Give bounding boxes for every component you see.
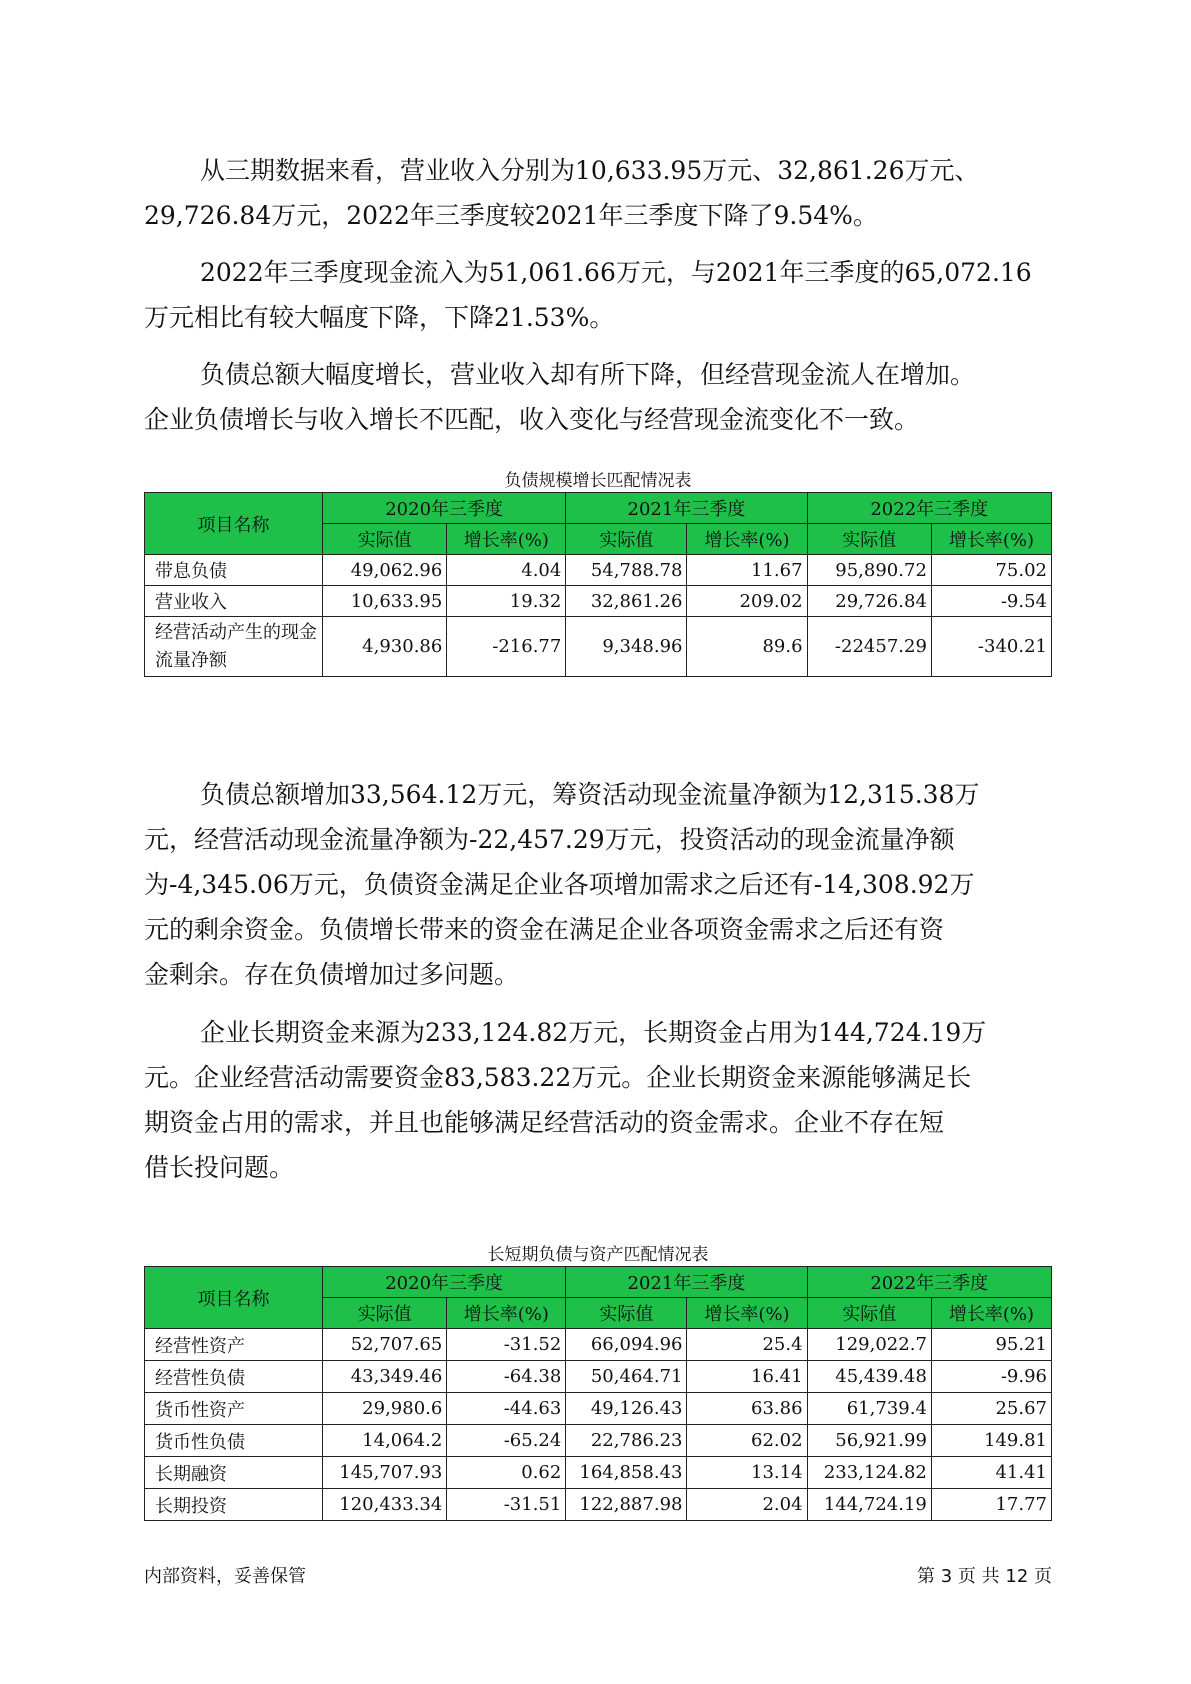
row-name: 经营性负债: [145, 1361, 323, 1393]
cell-value: 4.04: [447, 555, 566, 586]
paragraph-line: 元。企业经营活动需要资金83,583.22万元。企业长期资金来源能够满足长: [144, 1063, 972, 1092]
cell-value: 49,126.43: [566, 1393, 687, 1425]
cell-value: 89.6: [687, 617, 807, 677]
cell-value: -44.63: [447, 1393, 566, 1425]
footer-page-number: 第 3 页 共 12 页: [917, 1566, 1052, 1587]
cell-value: 122,887.98: [566, 1489, 687, 1521]
cell-value: 0.62: [447, 1457, 566, 1489]
cell-value: 209.02: [687, 586, 807, 617]
cell-value: 22,786.23: [566, 1425, 687, 1457]
cell-value: -340.21: [931, 617, 1051, 677]
cell-value: 29,980.6: [322, 1393, 446, 1425]
header-growth: 增长率(%): [687, 524, 807, 555]
footer-confidential-note: 内部资料，妥善保管: [144, 1566, 306, 1587]
table-row: [145, 1393, 1052, 1425]
header-growth: 增长率(%): [931, 1298, 1051, 1329]
paragraph-line: 2022年三季度现金流入为51,061.66万元，与2021年三季度的65,072.16: [200, 258, 1032, 287]
paragraph-line: 企业长期资金来源为233,124.82万元，长期资金占用为144,724.19万: [200, 1018, 987, 1047]
row-name: 带息负债: [145, 555, 323, 586]
cell-value: 45,439.48: [807, 1361, 931, 1393]
cell-value: 25.67: [931, 1393, 1051, 1425]
cell-value: 43,349.46: [322, 1361, 446, 1393]
row-name: 货币性负债: [145, 1425, 323, 1457]
debt-scale-table: [144, 492, 1052, 677]
row-name: 长期投资: [145, 1489, 323, 1521]
cell-value: 95.21: [931, 1329, 1051, 1361]
cell-value: 66,094.96: [566, 1329, 687, 1361]
cell-value: -31.52: [447, 1329, 566, 1361]
cell-value: 4,930.86: [322, 617, 446, 677]
header-item-name: 项目名称: [145, 1267, 323, 1329]
header-actual: 实际值: [807, 524, 931, 555]
cell-value: 13.14: [687, 1457, 807, 1489]
header-period: 2021年三季度: [566, 493, 807, 524]
header-actual: 实际值: [322, 1298, 446, 1329]
paragraph-long-term-funds: [144, 1010, 1052, 1190]
cell-value: 14,064.2: [322, 1425, 446, 1457]
table2-caption: 长短期负债与资产匹配情况表: [487, 1245, 709, 1265]
cell-value: 62.02: [687, 1425, 807, 1457]
table-row: [145, 555, 1052, 586]
header-growth: 增长率(%): [447, 524, 566, 555]
cell-value: -65.24: [447, 1425, 566, 1457]
header-actual: 实际值: [566, 524, 687, 555]
cell-value: 56,921.99: [807, 1425, 931, 1457]
cell-value: 120,433.34: [322, 1489, 446, 1521]
cell-value: 233,124.82: [807, 1457, 931, 1489]
header-period: 2021年三季度: [566, 1267, 807, 1298]
paragraph-line: 金剩余。存在负债增加过多问题。: [144, 960, 520, 989]
header-actual: 实际值: [807, 1298, 931, 1329]
header-actual: 实际值: [322, 524, 446, 555]
cell-value: 11.67: [687, 555, 807, 586]
cell-value: -64.38: [447, 1361, 566, 1393]
cell-value: 9,348.96: [566, 617, 687, 677]
header-period: 2020年三季度: [322, 493, 565, 524]
paragraph-line: 元，经营活动现金流量净额为-22,457.29万元，投资活动的现金流量净额: [144, 825, 955, 854]
paragraph-cash-inflow: [144, 250, 1052, 340]
cell-value: 16.41: [687, 1361, 807, 1393]
header-growth: 增长率(%): [687, 1298, 807, 1329]
cell-value: -9.96: [931, 1361, 1051, 1393]
paragraph-revenue: [144, 148, 1052, 238]
cell-value: 52,707.65: [322, 1329, 446, 1361]
cell-value: 61,739.4: [807, 1393, 931, 1425]
paragraph-line: 借长投问题。: [144, 1153, 295, 1182]
table-row: [145, 586, 1052, 617]
cell-value: 49,062.96: [322, 555, 446, 586]
table-row: [145, 1425, 1052, 1457]
table-row: [145, 1457, 1052, 1489]
header-period: 2020年三季度: [322, 1267, 565, 1298]
cell-value: 17.77: [931, 1489, 1051, 1521]
cell-value: -9.54: [931, 586, 1051, 617]
cell-value: -31.51: [447, 1489, 566, 1521]
cell-value: 95,890.72: [807, 555, 931, 586]
asset-liability-table: [144, 1266, 1052, 1521]
cell-value: 32,861.26: [566, 586, 687, 617]
header-actual: 实际值: [566, 1298, 687, 1329]
table-row: [145, 617, 1052, 677]
paragraph-line: 企业负债增长与收入增长不匹配，收入变化与经营现金流变化不一致。: [144, 405, 920, 434]
paragraph-debt-growth: [144, 352, 1052, 442]
table-row: [145, 1489, 1052, 1521]
header-period: 2022年三季度: [807, 1267, 1051, 1298]
cell-value: 10,633.95: [322, 586, 446, 617]
row-name: 营业收入: [145, 586, 323, 617]
cell-value: 19.32: [447, 586, 566, 617]
table1-caption: 负债规模增长匹配情况表: [504, 471, 692, 491]
paragraph-line: 万元相比有较大幅度下降，下降21.53%。: [144, 303, 615, 332]
header-item-name: 项目名称: [145, 493, 323, 555]
cell-value: 63.86: [687, 1393, 807, 1425]
header-period: 2022年三季度: [807, 493, 1051, 524]
cell-value: 25.4: [687, 1329, 807, 1361]
cell-value: 41.41: [931, 1457, 1051, 1489]
header-growth: 增长率(%): [447, 1298, 566, 1329]
cell-value: 129,022.7: [807, 1329, 931, 1361]
header-growth: 增长率(%): [931, 524, 1051, 555]
paragraph-line: 期资金占用的需求，并且也能够满足经营活动的资金需求。企业不存在短: [144, 1108, 945, 1137]
cell-value: 145,707.93: [322, 1457, 446, 1489]
paragraph-line: 元的剩余资金。负债增长带来的资金在满足企业各项资金需求之后还有资: [144, 915, 945, 944]
paragraph-line: 负债总额增加33,564.12万元，筹资活动现金流量净额为12,315.38万: [200, 780, 980, 809]
paragraph-line: 29,726.84万元，2022年三季度较2021年三季度下降了9.54%。: [144, 201, 878, 230]
paragraph-line: 从三期数据来看，营业收入分别为10,633.95万元、32,861.26万元、: [200, 156, 980, 185]
cell-value: 50,464.71: [566, 1361, 687, 1393]
paragraph-debt-funds: [144, 772, 1052, 997]
cell-value: 164,858.43: [566, 1457, 687, 1489]
row-name: 货币性资产: [145, 1393, 323, 1425]
cell-value: 75.02: [931, 555, 1051, 586]
paragraph-line: 负债总额大幅度增长，营业收入却有所下降，但经营现金流人在增加。: [200, 360, 976, 389]
paragraph-line: 为-4,345.06万元，负债资金满足企业各项增加需求之后还有-14,308.92万: [144, 870, 975, 899]
table-row: [145, 1361, 1052, 1393]
cell-value: 54,788.78: [566, 555, 687, 586]
cell-value: 144,724.19: [807, 1489, 931, 1521]
cell-value: -22457.29: [807, 617, 931, 677]
row-name: 经营活动产生的现金流量净额: [145, 617, 323, 677]
cell-value: 29,726.84: [807, 586, 931, 617]
cell-value: 2.04: [687, 1489, 807, 1521]
cell-value: 149.81: [931, 1425, 1051, 1457]
row-name: 经营性资产: [145, 1329, 323, 1361]
row-name: 长期融资: [145, 1457, 323, 1489]
cell-value: -216.77: [447, 617, 566, 677]
table-row: [145, 1329, 1052, 1361]
